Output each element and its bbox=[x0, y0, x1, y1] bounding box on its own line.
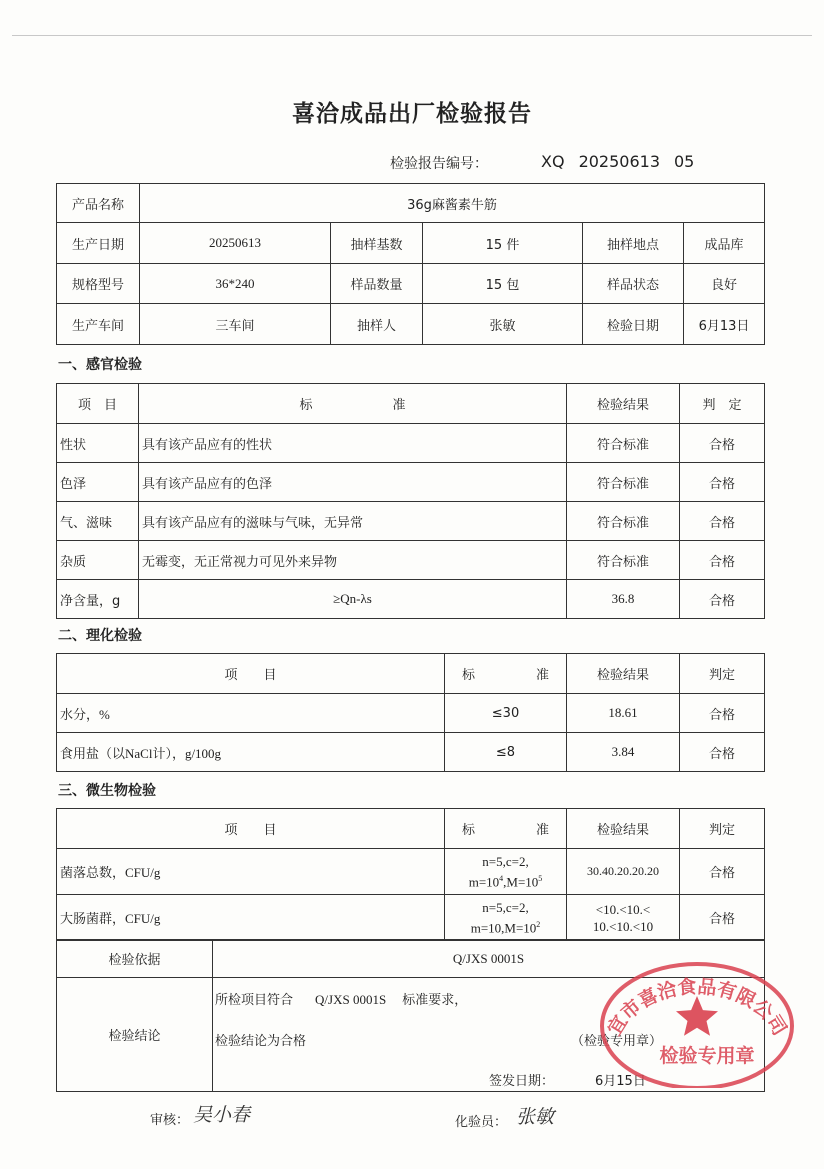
std-char-b: 准 bbox=[535, 668, 549, 683]
std-part: ,M=10 bbox=[503, 874, 539, 890]
report-number-seq: 05 bbox=[674, 152, 695, 171]
table-row-item: 杂质 bbox=[57, 541, 139, 580]
physchem-heading: 二、理化检验 bbox=[58, 628, 142, 644]
conclusion-line-2: 检验结论为合格 bbox=[215, 1034, 307, 1049]
table-row-result: 36.8 bbox=[567, 580, 680, 619]
result-line: 10.<10.<10 bbox=[592, 918, 654, 934]
table-row-result bbox=[567, 895, 680, 941]
table-row-item: 气、滋味 bbox=[57, 502, 139, 541]
physchem-table bbox=[56, 653, 765, 772]
std-exponent: 4 bbox=[499, 873, 504, 883]
sensory-col-item: 项 目 bbox=[57, 384, 139, 424]
table-row-result: 3.84 bbox=[567, 733, 680, 772]
table-row-standard: ≤30 bbox=[445, 694, 567, 733]
micro-col-result: 检验结果 bbox=[567, 809, 680, 849]
report-number-prefix: XQ bbox=[541, 152, 565, 171]
table-row-item: 食用盐（以NaCl计），g/100g bbox=[57, 733, 445, 772]
std-line bbox=[448, 916, 563, 936]
table-row-item: 水分，% bbox=[57, 694, 445, 733]
std-char-b: 准 bbox=[535, 823, 549, 838]
result-line: <10.<10.< bbox=[595, 901, 651, 917]
std-char-a: 标 bbox=[462, 823, 476, 838]
table-row-standard: ≤8 bbox=[445, 733, 567, 772]
report-title: 喜洽成品出厂检验报告 bbox=[292, 101, 532, 127]
std-line bbox=[448, 870, 563, 890]
sample-qty-value: 15 包 bbox=[423, 264, 583, 304]
micro-heading: 三、微生物检验 bbox=[58, 783, 156, 799]
table-row-item: 净含量，g bbox=[57, 580, 139, 619]
report-number-label: 检验报告编号： bbox=[390, 156, 488, 172]
spec-value: 36*240 bbox=[140, 264, 331, 304]
sampler-value: 张敏 bbox=[423, 304, 583, 345]
micro-table bbox=[56, 808, 765, 941]
conclusion-text: 标准要求， bbox=[402, 993, 468, 1008]
physchem-col-item: 项 目 bbox=[57, 654, 445, 694]
table-row-result: 符合标准 bbox=[567, 424, 680, 463]
sample-state-label: 样品状态 bbox=[583, 264, 684, 304]
micro-col-item: 项 目 bbox=[57, 809, 445, 849]
sensory-col-result: 检验结果 bbox=[567, 384, 680, 424]
issue-date: 6月15日 bbox=[595, 1074, 646, 1089]
inspector-signature: 张敏 bbox=[516, 1106, 555, 1128]
std-exponent: 2 bbox=[536, 919, 541, 929]
sample-state-value: 良好 bbox=[684, 264, 765, 304]
sensory-heading: 一、感官检验 bbox=[58, 357, 142, 373]
table-row-judge: 合格 bbox=[680, 541, 765, 580]
table-row-result: 符合标准 bbox=[567, 502, 680, 541]
table-row-standard: 具有该产品应有的性状 bbox=[139, 424, 567, 463]
seal-star-icon bbox=[676, 996, 718, 1036]
table-row-item: 菌落总数，CFU/g bbox=[57, 849, 445, 895]
table-row-item: 大肠菌群，CFU/g bbox=[57, 895, 445, 941]
table-row-judge: 合格 bbox=[680, 895, 765, 941]
table-row-judge: 合格 bbox=[680, 580, 765, 619]
conclusion-label: 检验结论 bbox=[57, 978, 213, 1092]
product-info-table bbox=[56, 183, 765, 345]
table-row-judge: 合格 bbox=[680, 733, 765, 772]
report-number-date: 20250613 bbox=[578, 152, 660, 171]
table-row-standard: 具有该产品应有的滋味与气味，无异常 bbox=[139, 502, 567, 541]
table-row-judge: 合格 bbox=[680, 463, 765, 502]
table-row-judge: 合格 bbox=[680, 502, 765, 541]
sampler-label: 抽样人 bbox=[331, 304, 423, 345]
table-row-item: 色泽 bbox=[57, 463, 139, 502]
std-line: n=5,c=2, bbox=[482, 853, 529, 869]
physchem-col-result: 检验结果 bbox=[567, 654, 680, 694]
micro-col-standard bbox=[445, 809, 567, 849]
table-row-result: 符合标准 bbox=[567, 463, 680, 502]
std-line: n=5,c=2, bbox=[482, 899, 529, 915]
table-row-item: 性状 bbox=[57, 424, 139, 463]
inspector-label: 化验员： bbox=[455, 1115, 508, 1130]
seal-sub-text: 检验专用章 bbox=[659, 1045, 755, 1067]
sensory-table bbox=[56, 383, 765, 619]
table-row-standard bbox=[445, 849, 567, 895]
table-row-judge: 合格 bbox=[680, 424, 765, 463]
sample-base-label: 抽样基数 bbox=[331, 223, 423, 264]
seal-note: （检验专用章） bbox=[571, 1034, 663, 1049]
company-seal-stamp bbox=[597, 948, 797, 1088]
table-row-judge: 合格 bbox=[680, 849, 765, 895]
basis-label: 检验依据 bbox=[57, 940, 213, 978]
basis-value: Q/JXS 0001S bbox=[213, 940, 765, 978]
table-row-result: 符合标准 bbox=[567, 541, 680, 580]
std-exponent: 5 bbox=[538, 873, 543, 883]
sample-place-label: 抽样地点 bbox=[583, 223, 684, 264]
physchem-col-judge: 判定 bbox=[680, 654, 765, 694]
std-char-a: 标 bbox=[462, 668, 476, 683]
inspect-date-value: 6月13日 bbox=[684, 304, 765, 345]
reviewer-label: 审核： bbox=[150, 1113, 190, 1128]
table-row-standard: 具有该产品应有的色泽 bbox=[139, 463, 567, 502]
issue-date-label: 签发日期： bbox=[489, 1074, 555, 1089]
sample-qty-label: 样品数量 bbox=[331, 264, 423, 304]
sample-base-value: 15 件 bbox=[423, 223, 583, 264]
product-name-value: 36g麻酱素牛筋 bbox=[140, 184, 765, 223]
prod-date-label: 生产日期 bbox=[57, 223, 140, 264]
workshop-label: 生产车间 bbox=[57, 304, 140, 345]
seal-arc-text: 宜市喜洽食品有限公司 bbox=[603, 975, 791, 1040]
table-row-standard: 无霉变，无正常视力可见外来异物 bbox=[139, 541, 567, 580]
sensory-col-judge: 判 定 bbox=[680, 384, 765, 424]
spec-label: 规格型号 bbox=[57, 264, 140, 304]
table-row-result: 30.40.20.20.20 bbox=[567, 849, 680, 895]
conclusion-line-1 bbox=[215, 989, 467, 1008]
report-number bbox=[541, 152, 708, 171]
std-part: m=10,M=10 bbox=[470, 920, 537, 936]
std-char-b: 准 bbox=[392, 398, 406, 413]
std-part: m=10 bbox=[468, 874, 500, 890]
workshop-value: 三车间 bbox=[140, 304, 331, 345]
conclusion-standard: Q/JXS 0001S bbox=[315, 992, 387, 1007]
micro-col-judge: 判定 bbox=[680, 809, 765, 849]
table-row-standard: ≥Qn-λs bbox=[139, 580, 567, 619]
table-row-standard bbox=[445, 895, 567, 941]
prod-date-value: 20250613 bbox=[140, 223, 331, 264]
physchem-col-standard bbox=[445, 654, 567, 694]
reviewer-signature: 吴小春 bbox=[193, 1104, 251, 1126]
std-char-a: 标 bbox=[299, 398, 313, 413]
table-row-judge: 合格 bbox=[680, 694, 765, 733]
sample-place-value: 成品库 bbox=[684, 223, 765, 264]
top-rule bbox=[12, 35, 812, 36]
product-name-label: 产品名称 bbox=[57, 184, 140, 223]
conclusion-text: 所检项目符合 bbox=[215, 993, 294, 1008]
inspect-date-label: 检验日期 bbox=[583, 304, 684, 345]
table-row-result: 18.61 bbox=[567, 694, 680, 733]
sensory-col-standard bbox=[139, 384, 567, 424]
